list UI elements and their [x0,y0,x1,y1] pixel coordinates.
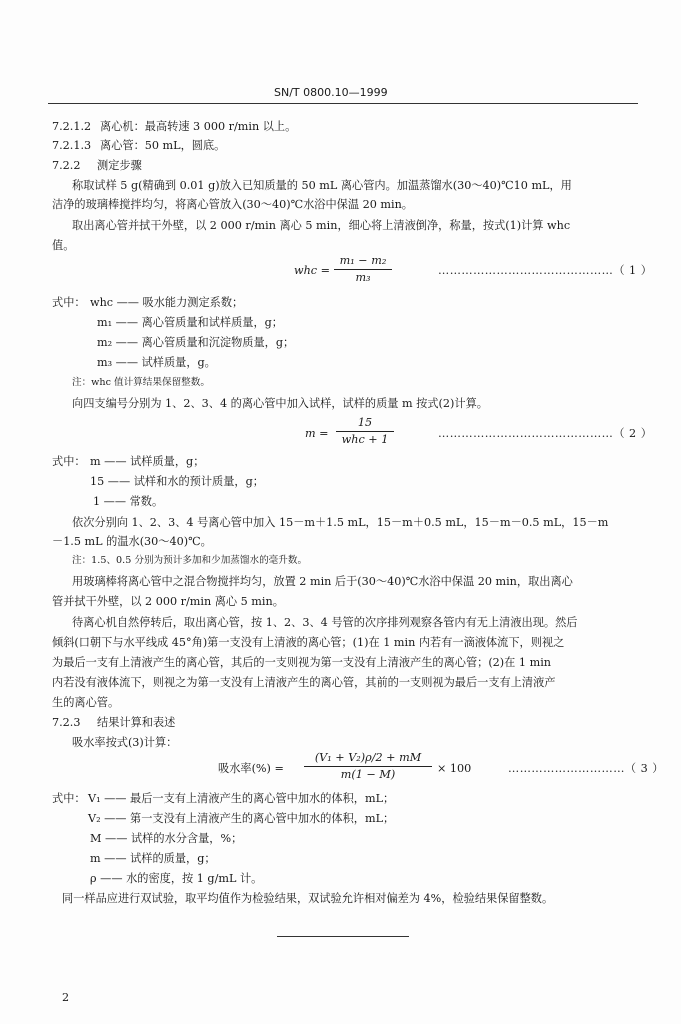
section-7-2-2-title: 测定步骤 [97,159,142,172]
where-2-intro: 式中： [52,455,86,468]
item-7-2-1-3-text: 离心管：50 mL，圆底。 [100,139,226,152]
where-3-M: M —— 试样的水分含量，%； [90,832,243,845]
equation-2-numerator: 15 [336,417,394,432]
where-2-1: 1 —— 常数。 [93,495,164,508]
paragraph-6-line-2: 倾斜(口朝下与水平线成 45°角)第一支没有上清液的离心管；(1)在 1 min 内若有一滴液体流下，则视之 [52,636,565,649]
paragraph-5-line-1: 用玻璃棒将离心管中之混合物搅拌均匀，放置 2 min 后于(30～40)℃水浴中保温 20 min，取出离心 [72,575,573,588]
equation-1-fraction [334,255,392,285]
paragraph-6-line-5: 生的离心管。 [52,696,120,709]
equation-2-lhs: m = [305,427,329,440]
paragraph-4-line-1: 依次分别向 1、2、3、4 号离心管中加入 15－m＋1.5 mL，15－m＋0.5 mL，15－m－0.5 mL，15－m [72,516,609,529]
where-1-whc: whc —— 吸水能力测定系数； [90,296,244,309]
equation-1-tag: ………………………………………（ 1 ） [438,264,653,277]
equation-2-tag: ………………………………………（ 2 ） [438,427,653,440]
where-3-rho: ρ —— 水的密度，按 1 g/mL 计。 [90,872,263,885]
section-7-2-3-title: 结果计算和表述 [97,716,176,729]
paragraph-2-line-2: 值。 [52,239,75,252]
section-7-2-2-number: 7.2.2 [52,159,81,172]
equation-2-denominator: whc + 1 [341,433,389,447]
paragraph-6-line-4: 内若没有液体流下，则视之为第一支没有上清液产生的离心管，其前的一支则视为最后一支有上清液产 [52,676,556,689]
note-1: 注：whc 值计算结果保留整数。 [72,377,210,388]
header-code: SN/T 0800.10—1999 [274,86,388,99]
where-3-v2: V₂ —— 第一支没有上清液产生的离心管中加水的体积，mL； [88,812,395,825]
paragraph-2-line-1: 取出离心管并拭干外壁，以 2 000 r/min 离心 5 min，细心将上清液倒净，称量，按式(1)计算 whc [72,219,571,232]
where-1-m2: m₂ —— 离心管质量和沉淀物质量，g； [97,336,295,349]
header-rule [48,103,638,104]
paragraph-4-line-2: －1.5 mL 的温水(30～40)℃。 [52,535,212,548]
note-2: 注：1.5、0.5 分别为预计多加和少加蒸馏水的毫升数。 [72,555,308,566]
equation-1-denominator: m₃ [355,271,371,285]
paragraph-1-line-2: 洁净的玻璃棒搅拌均匀，将离心管放入(30～40)℃水浴中保温 20 min。 [52,198,413,211]
equation-3-tag: …………………………（ 3 ） [508,762,664,775]
where-3-intro: 式中： [52,792,86,805]
where-2-m: m —— 试样质量，g； [90,455,205,468]
item-7-2-1-2-text: 离心机：最高转速 3 000 r/min 以上。 [100,120,297,133]
where-3-m: m —— 试样的质量，g； [90,852,216,865]
paragraph-6-line-1: 待离心机自然停转后，取出离心管，按 1、2、3、4 号管的次序排列观察各管内有无上清液出现。然后 [72,616,578,629]
paragraph-7: 吸水率按式(3)计算： [72,736,178,749]
where-1-m1: m₁ —— 离心管质量和试样质量，g； [97,316,283,329]
paragraph-8: 同一样品应进行双试验，取平均值作为检验结果，双试验允许相对偏差为 4%，检验结果保留整数。 [62,892,554,905]
end-rule [277,936,409,937]
item-7-2-1-3-number: 7.2.1.3 [52,139,92,152]
equation-3-fraction [304,752,432,782]
section-7-2-3-number: 7.2.3 [52,716,81,729]
paragraph-1-line-1: 称取试样 5 g(精确到 0.01 g)放入已知质量的 50 mL 离心管内。加温蒸馏水(30～40)℃10 mL，用 [72,179,572,192]
equation-1-lhs: whc = [294,264,330,277]
where-3-v1: V₁ —— 最后一支有上清液产生的离心管中加水的体积，mL； [88,792,395,805]
paragraph-6-line-3: 为最后一支有上清液产生的离心管，其后的一支则视为第一支没有上清液产生的离心管；(2)在 1 min [52,656,551,669]
equation-3-lhs: 吸水率(%) = [218,762,284,775]
equation-2-fraction [336,417,394,447]
where-1-intro: 式中： [52,296,86,309]
equation-3-numerator: (V₁ + V₂)ρ/2 + mM [304,752,432,767]
equation-3-denominator: m(1 − M) [340,768,396,782]
item-7-2-1-2-number: 7.2.1.2 [52,120,92,133]
equation-1-numerator: m₁ − m₂ [334,255,392,270]
paragraph-3: 向四支编号分别为 1、2、3、4 的离心管中加入试样，试样的质量 m 按式(2)计算。 [72,397,488,410]
where-1-m3: m₃ —— 试样质量，g。 [97,356,216,369]
equation-3-multiplier: × 100 [437,762,472,775]
paragraph-5-line-2: 管并拭干外壁，以 2 000 r/min 离心 5 min。 [52,595,284,608]
page-number: 2 [62,991,70,1004]
where-2-15: 15 —— 试样和水的预计质量，g； [90,475,264,488]
